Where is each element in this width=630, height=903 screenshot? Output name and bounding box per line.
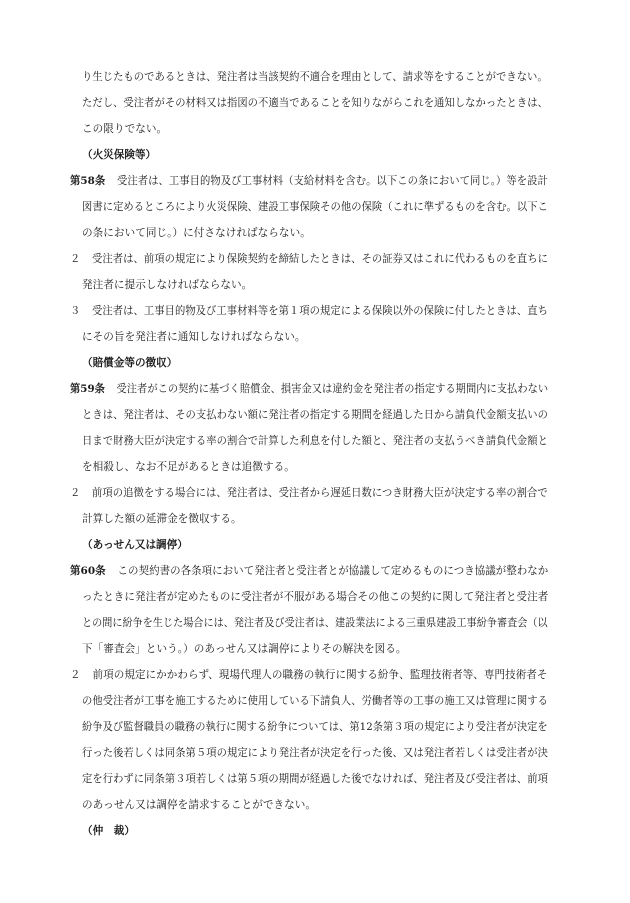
article-line (70, 174, 548, 188)
text-line: この限りでない。 (82, 123, 168, 135)
section-heading: （あっせん又は調停） (82, 539, 188, 551)
item-text: 受注者は、前項の規定により保険契約を締結したときは、その証券又はこれに代わるものを直ちに (92, 253, 548, 265)
text-line: の条において同じ。）に付さなければならない。 (82, 227, 311, 239)
text-line: 定を行わずに同条第３項若しくは第５項の期間が経過した後でなければ、発注者及び受注者は、前項 (82, 773, 548, 785)
text-line: の他受注者が工事を施工するために使用している下請負人、労働者等の工事の施工又は管理に関する (82, 695, 548, 707)
text-line: 図書に定めるところにより火災保険、建設工事保険その他の保険（これに準ずるものを含む。以下こ (82, 201, 548, 213)
text-line: り生じたものであるときは、発注者は当該契約不適合を理由として、請求等をすることができない。 (82, 71, 548, 83)
text-line: 日まで財務大臣が決定する率の割合で計算した利息を付した額と、発注者の支払うべき請負代金額と (82, 435, 548, 447)
text-line: を相殺し、なお不足があるときは追徴する。 (82, 461, 295, 473)
text-line: との間に紛争を生じた場合には、発注者及び受注者は、建設業法による三重県建設工事紛争審査会（以 (82, 617, 548, 629)
article-line (70, 382, 548, 396)
item-line (70, 252, 548, 266)
article-number: 第60条 (70, 565, 106, 577)
article-number: 第59条 (70, 383, 105, 395)
item-line (70, 668, 548, 682)
item-number: ２ (70, 487, 81, 499)
item-number: ３ (70, 305, 81, 317)
article-line (70, 564, 548, 578)
text-line: ただし、受注者がその材料又は指図の不適当であることを知りながらこれを通知しなかったときは、 (82, 97, 548, 109)
article-text: 受注者は、工事目的物及び工事材料（支給材料を含む。以下この条において同じ。）等を設計 (116, 175, 548, 187)
item-number: ２ (70, 253, 81, 265)
item-text: 受注者は、工事目的物及び工事材料等を第１項の規定による保険以外の保険に付したときは、直ち (92, 305, 548, 317)
text-line: にその旨を発注者に通知しなければならない。 (82, 331, 306, 343)
text-line: 紛争及び監督職員の職務の執行に関する紛争については、第12条第３項の規定により受注者が決定を (82, 721, 548, 733)
section-heading: （仲 裁） (82, 825, 135, 837)
text-line: 発注者に提示しなければならない。 (82, 279, 253, 291)
item-text: 前項の規定にかかわらず、現場代理人の職務の執行に関する紛争、監理技術者等、専門技術者そ (92, 669, 548, 681)
text-line: ったときに発注者が定めたものに受注者が不服がある場合その他この契約に関して発注者と受注者 (82, 591, 549, 603)
section-heading: （火災保険等） (82, 149, 157, 161)
text-line: のあっせん又は調停を請求することができない。 (82, 799, 317, 811)
article-number: 第58条 (70, 175, 106, 187)
text-line: 行った後若しくは同条第５項の規定により発注者が決定を行った後、又は発注者若しくは受注者が決 (82, 747, 548, 759)
text-line: ときは、発注者は、その支払わない額に発注者の指定する期間を経過した日から請負代金額支払いの (82, 409, 548, 421)
item-number: ２ (70, 669, 81, 681)
article-text: 受注者がこの契約に基づく賠償金、損害金又は違約金を発注者の指定する期間内に支払わない (116, 383, 549, 395)
item-line (70, 486, 548, 500)
text-line: 計算した額の延滞金を徴収する。 (82, 513, 242, 525)
article-text: この契約書の各条項において発注者と受注者とが協議して定めるものにつき協議が整わなか (117, 565, 549, 577)
item-text: 前項の追徴をする場合には、発注者は、受注者から遅延日数につき財務大臣が決定する率の割合で (92, 487, 548, 499)
text-line: 下「審査会」という。）のあっせん又は調停によりその解決を図る。 (82, 643, 407, 655)
section-heading: （賠償金等の徴収） (82, 357, 178, 369)
item-line (70, 304, 548, 318)
